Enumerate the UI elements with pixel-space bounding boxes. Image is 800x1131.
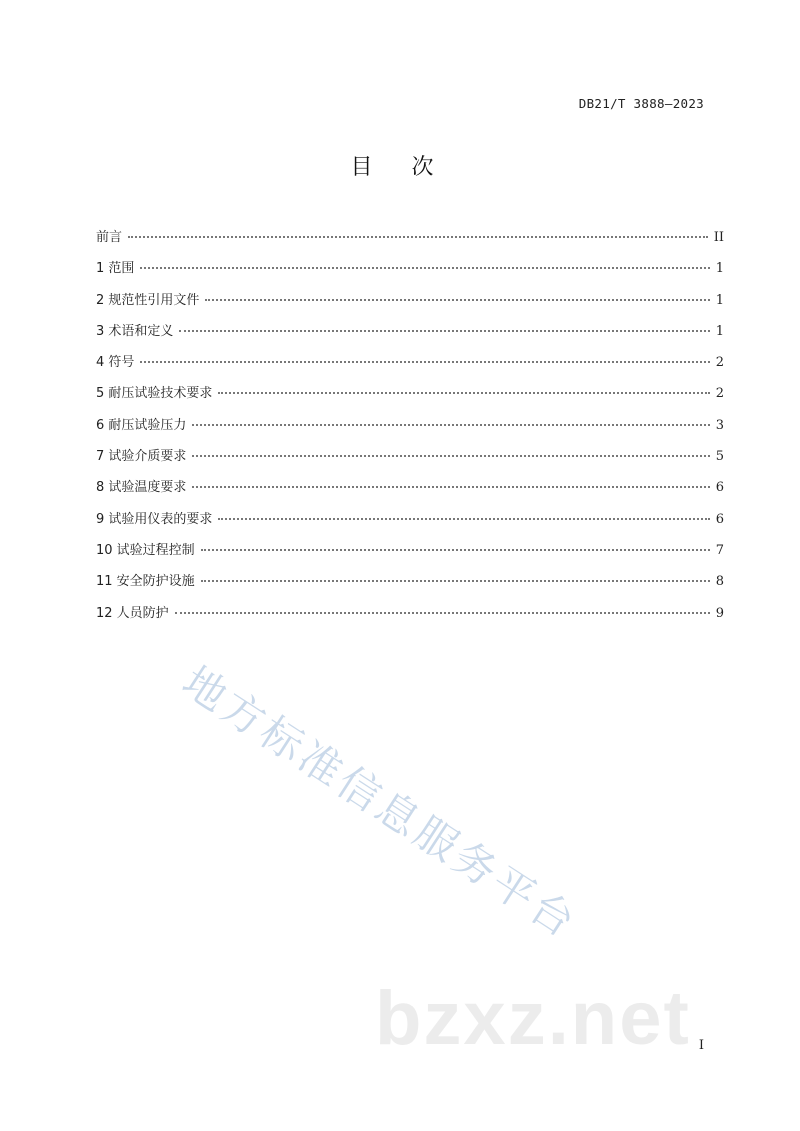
toc-entry[interactable] [96, 414, 724, 445]
toc-entry-label: 8 试验温度要求 [96, 480, 187, 496]
dot-leader [192, 485, 709, 488]
dot-leader [201, 548, 710, 551]
toc-entry[interactable] [96, 226, 724, 257]
toc-entry-label: 5 耐压试验技术要求 [96, 386, 213, 402]
toc-entry-label: 11 安全防护设施 [96, 574, 195, 590]
toc-entry[interactable] [96, 445, 724, 476]
toc-entry[interactable] [96, 351, 724, 382]
standard-code: DB21/T 3888—2023 [578, 96, 704, 111]
toc-entry-label: 7 试验介质要求 [96, 449, 187, 465]
toc-entry-page: 2 [715, 355, 724, 371]
toc-entry[interactable] [96, 382, 724, 413]
toc-entry-page: 3 [715, 417, 724, 433]
toc-entry-page: 7 [715, 542, 724, 558]
toc-entry-label: 1 范围 [96, 261, 135, 277]
toc-entry[interactable] [96, 289, 724, 320]
toc-entry-page: 9 [715, 605, 724, 621]
toc-entry-page: 1 [715, 261, 724, 277]
toc-entry[interactable] [96, 508, 724, 539]
dot-leader [140, 266, 709, 269]
toc-entry-page: 1 [715, 292, 724, 308]
toc-list [96, 226, 724, 633]
toc-entry[interactable] [96, 539, 724, 570]
dot-leader [218, 517, 709, 520]
toc-entry-page: 6 [715, 511, 724, 527]
watermark-text: 地方标准信息服务平台 [173, 656, 587, 949]
site-watermark: bzxz.net [375, 976, 691, 1061]
dot-leader [205, 298, 709, 301]
page-number: I [698, 1038, 704, 1053]
toc-entry-label: 9 试验用仪表的要求 [96, 511, 213, 527]
dot-leader [192, 423, 709, 426]
toc-entry-label: 2 规范性引用文件 [96, 292, 200, 308]
toc-entry-label: 4 符号 [96, 355, 135, 371]
toc-entry-page: II [713, 230, 724, 245]
dot-leader [140, 360, 709, 363]
toc-entry-label: 12 人员防护 [96, 605, 169, 621]
dot-leader [128, 235, 708, 238]
dot-leader [192, 454, 709, 457]
toc-entry-page: 2 [715, 386, 724, 402]
dot-leader [201, 579, 710, 582]
toc-entry-page: 6 [715, 480, 724, 496]
toc-entry[interactable] [96, 602, 724, 633]
toc-entry-label: 6 耐压试验压力 [96, 417, 187, 433]
dot-leader [175, 611, 710, 614]
dot-leader [179, 329, 709, 332]
toc-entry-page: 5 [715, 449, 724, 465]
toc-entry-page: 1 [715, 323, 724, 339]
toc-entry[interactable] [96, 320, 724, 351]
toc-entry-label: 3 术语和定义 [96, 323, 174, 339]
toc-title: 目 次 [350, 155, 450, 180]
toc-entry[interactable] [96, 570, 724, 601]
toc-entry-label: 10 试验过程控制 [96, 542, 195, 558]
dot-leader [218, 391, 709, 394]
toc-entry[interactable] [96, 257, 724, 288]
toc-entry-page: 8 [715, 574, 724, 590]
toc-entry-label: 前言 [96, 230, 123, 245]
toc-entry[interactable] [96, 476, 724, 507]
